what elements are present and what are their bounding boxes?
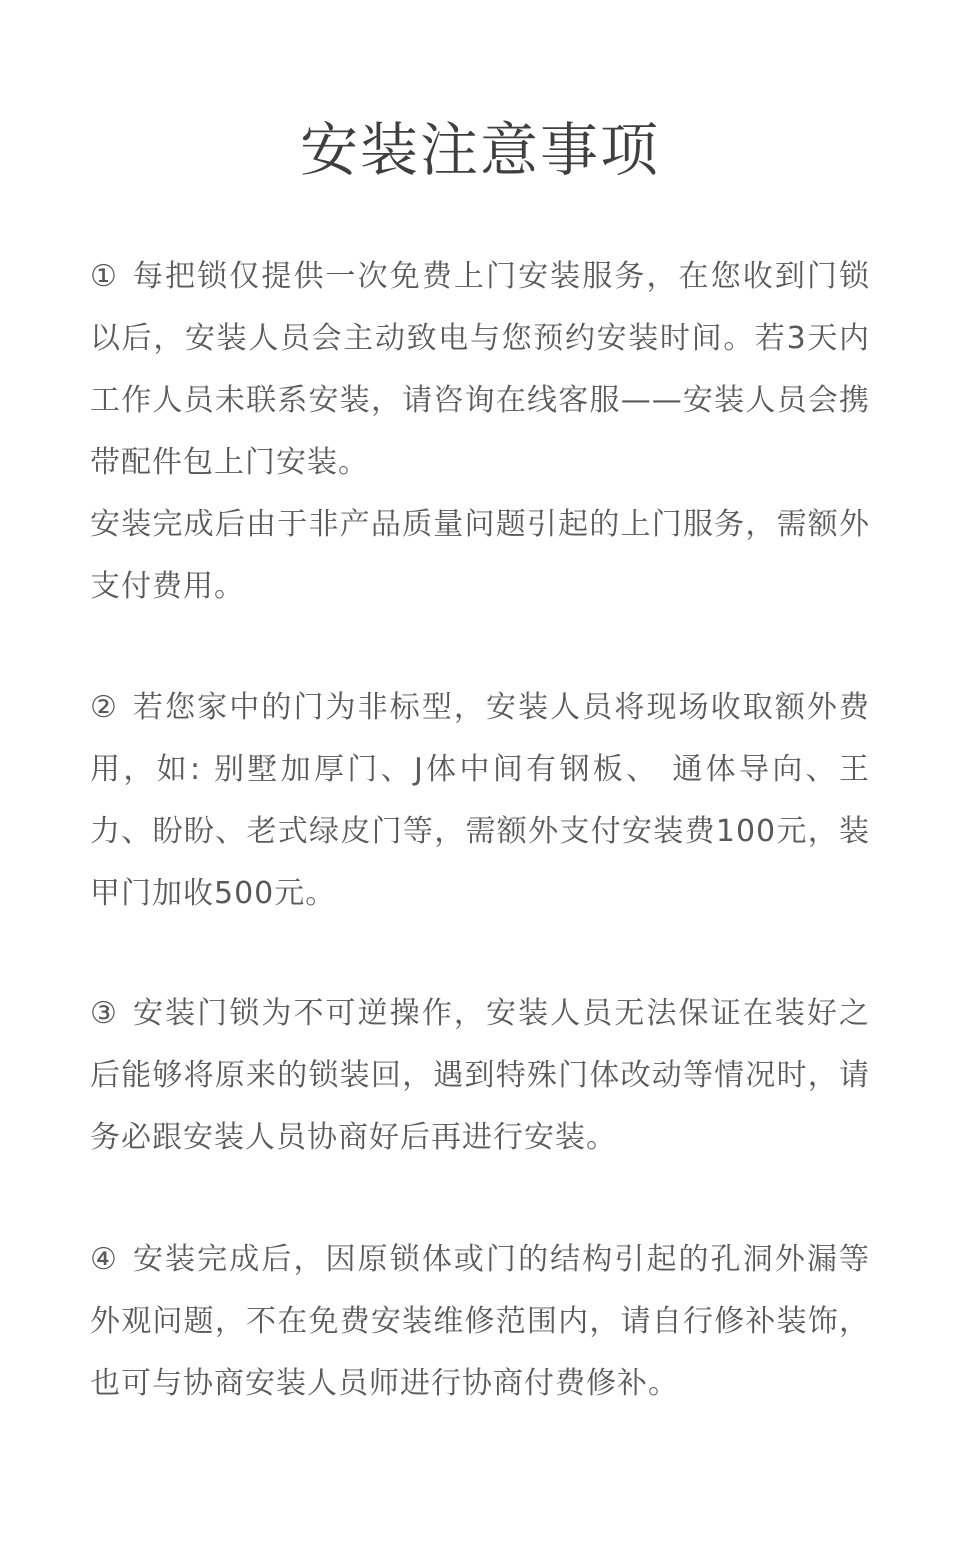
note-item-2	[90, 677, 870, 925]
note-number: ③	[90, 996, 118, 1031]
note-text: 若您家中的门为非标型，安装人员将现场收取额外费用，如: 别墅加厚门、J体中间有钢板、 通体导向、王力、盼盼、老式绿皮门等，需额外支付安装费100元，装甲门加收500元。	[90, 690, 870, 911]
note-text: 安装门锁为不可逆操作，安装人员无法保证在装好之后能够将原来的锁装回，遇到特殊门体改动等情况时，请务必跟安装人员协商好后再进行安装。	[90, 996, 870, 1155]
page-title: 安装注意事项	[299, 116, 660, 184]
note-item-3	[90, 983, 870, 1169]
note-number: ②	[90, 690, 118, 725]
note-item-1	[90, 246, 870, 618]
note-number: ①	[90, 259, 118, 294]
note-text: 安装完成后，因原锁体或门的结构引起的孔洞外漏等外观问题，不在免费安装维修范围内，请自行修补装饰，也可与协商安装人员师进行协商付费修补。	[90, 1242, 870, 1401]
note-text: 每把锁仅提供一次免费上门安装服务，在您收到门锁以后，安装人员会主动致电与您预约安装时间。若3天内工作人员未联系安装，请咨询在线客服——安装人员会携带配件包上门安装。	[90, 259, 870, 480]
note-item-4	[90, 1229, 870, 1415]
note-paragraph	[90, 983, 870, 1169]
note-number: ④	[90, 1242, 118, 1277]
note-extra-paragraph: 安装完成后由于非产品质量问题引起的上门服务，需额外支付费用。	[90, 507, 870, 604]
note-paragraph	[90, 1229, 870, 1415]
note-paragraph	[90, 246, 870, 494]
note-paragraph	[90, 677, 870, 925]
